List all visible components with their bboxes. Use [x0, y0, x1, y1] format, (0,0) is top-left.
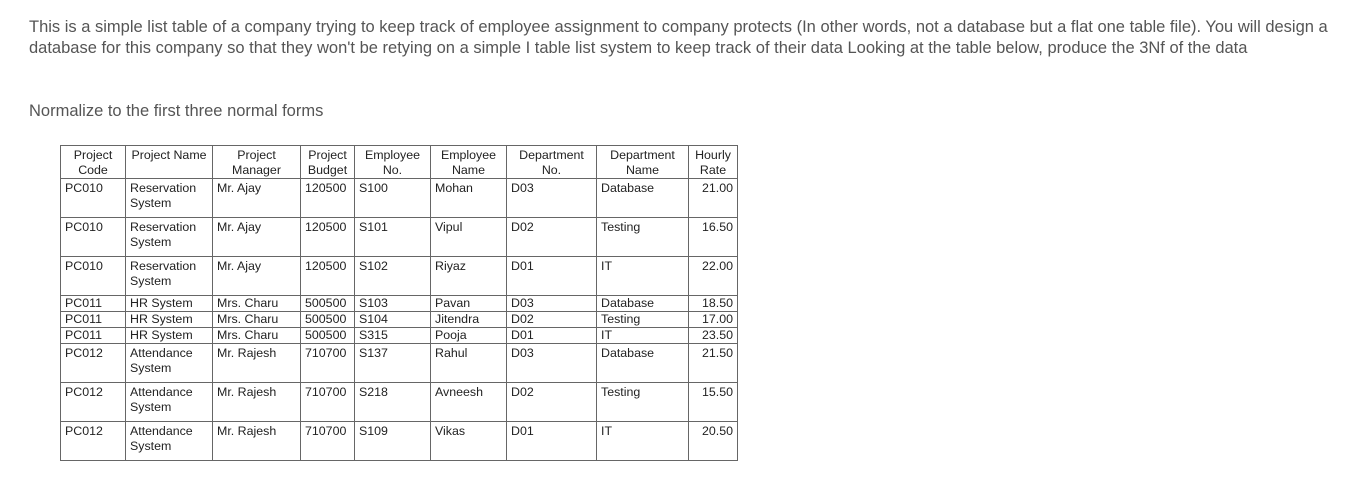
cell-project-code: PC012 [61, 422, 126, 461]
table-header-row [61, 146, 738, 179]
cell-project-name: Reservation System [126, 218, 213, 257]
cell-employee-name: Avneesh [431, 383, 507, 422]
cell-department-no: D02 [507, 312, 597, 328]
cell-project-budget: 500500 [301, 312, 355, 328]
table-row [61, 312, 738, 328]
cell-project-name: Attendance System [126, 383, 213, 422]
cell-employee-name: Riyaz [431, 257, 507, 296]
cell-employee-no: S137 [355, 344, 431, 383]
cell-department-no: D02 [507, 383, 597, 422]
cell-project-manager: Mrs. Charu [213, 328, 301, 344]
cell-hourly-rate: 22.00 [689, 257, 738, 296]
header-employee-no: Employee No. [355, 146, 431, 179]
cell-hourly-rate: 20.50 [689, 422, 738, 461]
project-assignment-table [60, 145, 738, 461]
cell-department-no: D01 [507, 422, 597, 461]
cell-department-name: IT [597, 328, 689, 344]
cell-department-name: Testing [597, 312, 689, 328]
cell-project-name: Reservation System [126, 257, 213, 296]
cell-project-budget: 120500 [301, 257, 355, 296]
cell-department-name: Database [597, 344, 689, 383]
cell-project-manager: Mr. Rajesh [213, 344, 301, 383]
header-project-code: Project Code [61, 146, 126, 179]
cell-project-manager: Mr. Ajay [213, 218, 301, 257]
cell-project-manager: Mr. Ajay [213, 179, 301, 218]
table-row [61, 383, 738, 422]
cell-employee-no: S103 [355, 296, 431, 312]
cell-hourly-rate: 21.00 [689, 179, 738, 218]
header-hourly-rate: Hourly Rate [689, 146, 738, 179]
header-department-name: Department Name [597, 146, 689, 179]
cell-department-no: D03 [507, 344, 597, 383]
cell-project-code: PC010 [61, 257, 126, 296]
cell-department-no: D01 [507, 257, 597, 296]
header-employee-name: Employee Name [431, 146, 507, 179]
cell-department-name: Database [597, 296, 689, 312]
cell-employee-no: S109 [355, 422, 431, 461]
cell-hourly-rate: 21.50 [689, 344, 738, 383]
cell-employee-no: S104 [355, 312, 431, 328]
header-department-no: Department No. [507, 146, 597, 179]
table-row [61, 344, 738, 383]
cell-project-budget: 710700 [301, 344, 355, 383]
cell-project-code: PC011 [61, 312, 126, 328]
cell-department-name: IT [597, 257, 689, 296]
cell-project-budget: 710700 [301, 422, 355, 461]
cell-project-manager: Mr. Rajesh [213, 422, 301, 461]
cell-project-code: PC010 [61, 179, 126, 218]
cell-project-manager: Mr. Rajesh [213, 383, 301, 422]
cell-project-budget: 500500 [301, 296, 355, 312]
table-row [61, 328, 738, 344]
table-row [61, 422, 738, 461]
cell-project-manager: Mrs. Charu [213, 312, 301, 328]
cell-hourly-rate: 15.50 [689, 383, 738, 422]
cell-department-name: IT [597, 422, 689, 461]
cell-project-name: HR System [126, 328, 213, 344]
table-row [61, 179, 738, 218]
cell-employee-name: Vipul [431, 218, 507, 257]
cell-project-name: HR System [126, 312, 213, 328]
cell-hourly-rate: 23.50 [689, 328, 738, 344]
cell-department-no: D01 [507, 328, 597, 344]
cell-project-code: PC010 [61, 218, 126, 257]
cell-department-no: D03 [507, 296, 597, 312]
header-project-manager: Project Manager [213, 146, 301, 179]
cell-department-no: D02 [507, 218, 597, 257]
table-row [61, 296, 738, 312]
cell-project-code: PC012 [61, 344, 126, 383]
task-subheading: Normalize to the first three normal forms [29, 102, 324, 120]
intro-paragraph: This is a simple list table of a company trying to keep track of employee assignment to company protects (In other words, not a database but a flat one table file). You will design a database for this company so that they won't be retying on a simple I table list system to keep track of their data Looking at the table below, produce the 3Nf of the data [29, 18, 1328, 57]
cell-employee-name: Pavan [431, 296, 507, 312]
cell-employee-no: S218 [355, 383, 431, 422]
cell-project-budget: 710700 [301, 383, 355, 422]
cell-employee-no: S101 [355, 218, 431, 257]
cell-employee-name: Rahul [431, 344, 507, 383]
cell-project-budget: 500500 [301, 328, 355, 344]
cell-project-name: Attendance System [126, 422, 213, 461]
cell-department-name: Testing [597, 383, 689, 422]
cell-project-budget: 120500 [301, 179, 355, 218]
cell-project-manager: Mrs. Charu [213, 296, 301, 312]
cell-hourly-rate: 17.00 [689, 312, 738, 328]
cell-employee-name: Jitendra [431, 312, 507, 328]
header-project-budget: Project Budget [301, 146, 355, 179]
cell-employee-no: S102 [355, 257, 431, 296]
cell-project-budget: 120500 [301, 218, 355, 257]
cell-hourly-rate: 18.50 [689, 296, 738, 312]
cell-project-code: PC012 [61, 383, 126, 422]
cell-employee-name: Pooja [431, 328, 507, 344]
cell-project-name: Reservation System [126, 179, 213, 218]
cell-employee-no: S100 [355, 179, 431, 218]
cell-department-name: Testing [597, 218, 689, 257]
cell-employee-name: Mohan [431, 179, 507, 218]
cell-department-name: Database [597, 179, 689, 218]
header-project-name: Project Name [126, 146, 213, 179]
cell-project-code: PC011 [61, 328, 126, 344]
cell-project-code: PC011 [61, 296, 126, 312]
cell-department-no: D03 [507, 179, 597, 218]
cell-hourly-rate: 16.50 [689, 218, 738, 257]
table-row [61, 257, 738, 296]
cell-project-manager: Mr. Ajay [213, 257, 301, 296]
table-row [61, 218, 738, 257]
cell-employee-name: Vikas [431, 422, 507, 461]
cell-employee-no: S315 [355, 328, 431, 344]
cell-project-name: Attendance System [126, 344, 213, 383]
cell-project-name: HR System [126, 296, 213, 312]
